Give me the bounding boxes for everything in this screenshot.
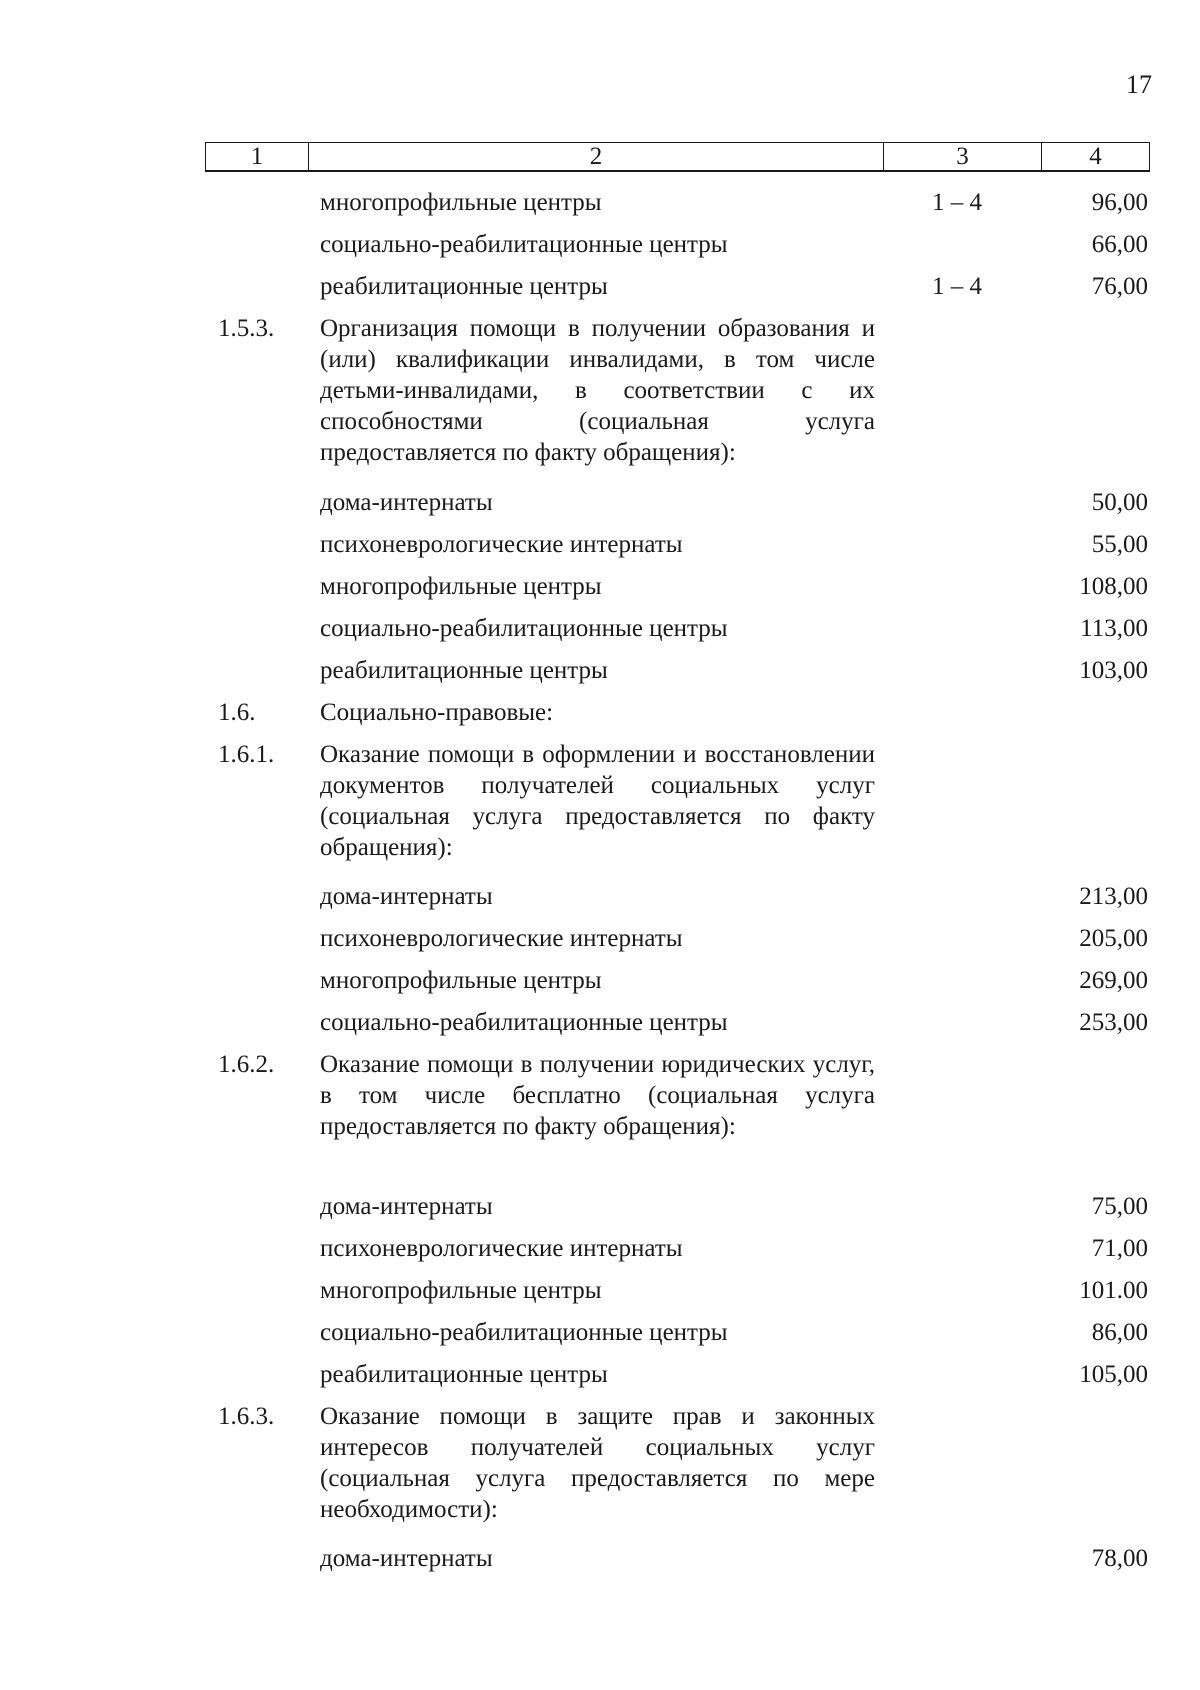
row-value: 105,00 (1079, 1361, 1148, 1388)
row-text: психоневрологические интернаты (320, 1235, 683, 1262)
table-row (0, 313, 1200, 487)
table-row (0, 187, 1200, 229)
row-text: многопрофильные центры (320, 1277, 602, 1304)
row-number: 1.6.2. (218, 1051, 275, 1078)
row-text: Оказание помощи в защите прав и законных интересов получателей социальных услуг (социальная услуга предоставляется по мере необходимости): (320, 1403, 875, 1523)
row-text: многопрофильные центры (320, 189, 602, 216)
row-number: 1.6. (218, 699, 256, 726)
table-row (0, 1049, 1200, 1191)
row-value: 50,00 (1091, 489, 1148, 516)
row-text: Организация помощи в получении образования и (или) квалификации инвалидами, в том числе детьми-инвалидами, в соответствии с их способностями (социальная услуга предоставляется по факту обращения): (320, 315, 875, 466)
table-row (0, 1359, 1200, 1401)
table-row (0, 229, 1200, 271)
row-text: реабилитационные центры (320, 657, 608, 684)
row-value: 113,00 (1080, 615, 1148, 642)
row-text: Оказание помощи в получении юридических услуг, в том числе бесплатно (социальная услуга предоставляется по факту обращения): (320, 1051, 875, 1140)
row-value: 253,00 (1079, 1009, 1148, 1036)
row-text: реабилитационные центры (320, 273, 608, 300)
table-row (0, 613, 1200, 655)
row-text: дома-интернаты (320, 883, 493, 910)
row-value: 66,00 (1091, 231, 1148, 258)
header-col-3: 3 (884, 143, 1042, 170)
row-value: 71,00 (1091, 1235, 1148, 1262)
table-row (0, 1401, 1200, 1543)
table-row (0, 1191, 1200, 1233)
table-row (0, 1233, 1200, 1275)
table-row (0, 571, 1200, 613)
row-text: Оказание помощи в оформлении и восстановлении документов получателей социальных услуг (социальная услуга предоставляется по факту обращения): (320, 741, 875, 861)
row-value: 55,00 (1091, 531, 1148, 558)
row-text: психоневрологические интернаты (320, 925, 683, 952)
row-text: психоневрологические интернаты (320, 531, 683, 558)
page-number: 17 (1126, 70, 1152, 99)
row-text: социально-реабилитационные центры (320, 231, 728, 258)
row-text: Социально-правовые: (320, 699, 554, 726)
header-col-2: 2 (309, 143, 884, 170)
row-value: 213,00 (1079, 883, 1148, 910)
row-text: дома-интернаты (320, 1193, 493, 1220)
row-text: дома-интернаты (320, 1545, 493, 1572)
header-col-1: 1 (206, 143, 309, 170)
table-row (0, 1007, 1200, 1049)
table-row (0, 697, 1200, 739)
row-number: 1.6.3. (218, 1403, 275, 1430)
table-row (0, 271, 1200, 313)
row-text: социально-реабилитационные центры (320, 1009, 728, 1036)
row-value: 86,00 (1091, 1319, 1148, 1346)
table-row (0, 1543, 1200, 1585)
row-text: реабилитационные центры (320, 1361, 608, 1388)
row-text: многопрофильные центры (320, 967, 602, 994)
row-value: 205,00 (1079, 925, 1148, 952)
row-text: дома-интернаты (320, 489, 493, 516)
row-text: социально-реабилитационные центры (320, 1319, 728, 1346)
row-value: 76,00 (1091, 273, 1148, 300)
row-value: 101.00 (1079, 1277, 1148, 1304)
row-value: 103,00 (1079, 657, 1148, 684)
row-number: 1.6.1. (218, 741, 275, 768)
table-row (0, 487, 1200, 529)
row-value: 75,00 (1091, 1193, 1148, 1220)
table-row (0, 529, 1200, 571)
row-text: многопрофильные центры (320, 573, 602, 600)
row-col3: 1 – 4 (932, 273, 982, 300)
row-value: 78,00 (1091, 1545, 1148, 1572)
row-value: 269,00 (1079, 967, 1148, 994)
row-number: 1.5.3. (218, 315, 275, 342)
table-row (0, 655, 1200, 697)
row-value: 96,00 (1091, 189, 1148, 216)
table-row (0, 1317, 1200, 1359)
header-col-4: 4 (1089, 142, 1102, 170)
row-col3: 1 – 4 (932, 189, 982, 216)
table-body (0, 187, 1200, 1585)
row-text: социально-реабилитационные центры (320, 615, 728, 642)
table-row (0, 739, 1200, 881)
row-value: 108,00 (1079, 573, 1148, 600)
table-row (0, 965, 1200, 1007)
table-header (205, 142, 1150, 172)
table-row (0, 1275, 1200, 1317)
table-row (0, 881, 1200, 923)
table-row (0, 923, 1200, 965)
